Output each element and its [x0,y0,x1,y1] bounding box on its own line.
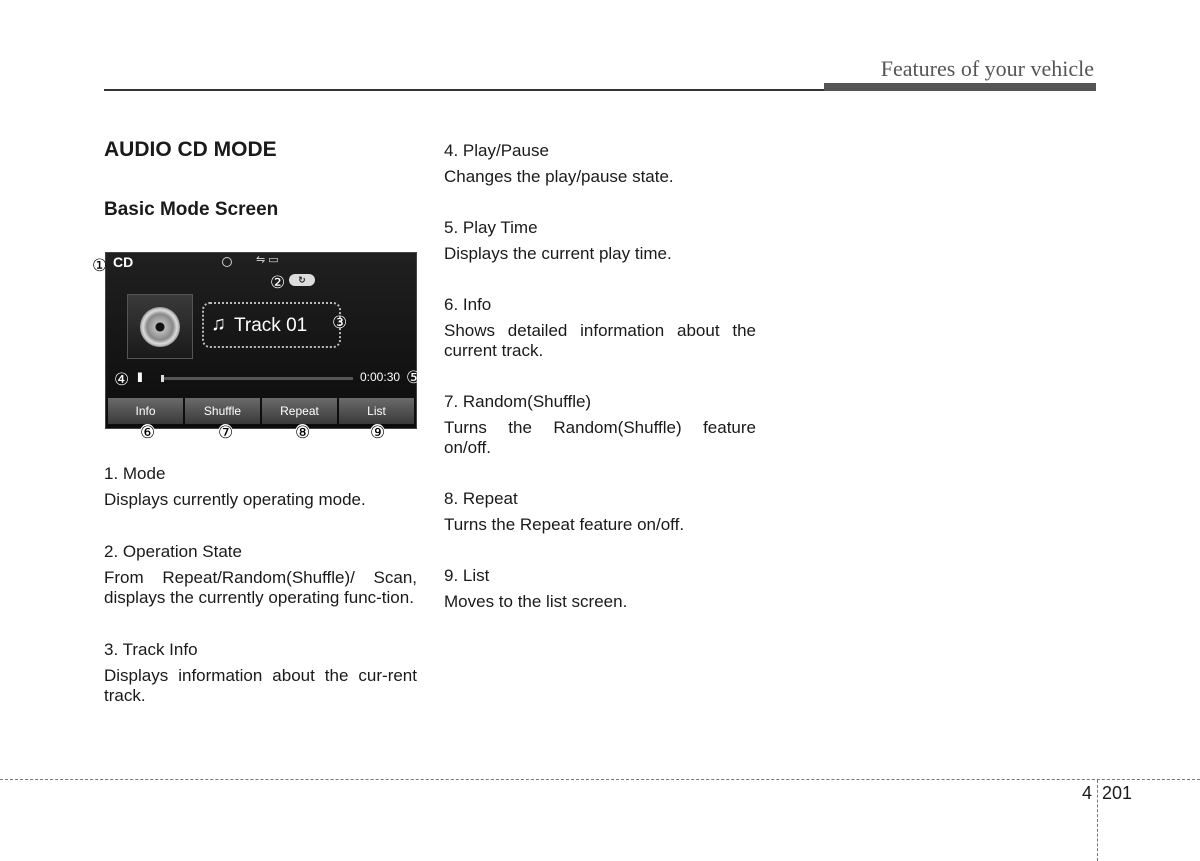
item-track-info [104,640,417,706]
item-mode [104,464,417,510]
item-title: 7. Random(Shuffle) [444,392,592,411]
footer-divider [0,779,1200,780]
item-desc: From Repeat/Random(Shuffle)/ Scan, displays the currently operating func-tion. [104,568,417,607]
header-accent-bar [824,83,1096,91]
callout-7: ⑦ [218,423,234,442]
progress-bar [161,377,353,380]
screen-button-bar [108,398,414,424]
music-note-icon: ♫ [211,313,226,335]
item-desc: Shows detailed information about the current track. [444,321,756,360]
right-description-column [444,141,756,612]
item-desc: Turns the Repeat feature on/off. [444,515,685,534]
item-title: 6. Info [444,295,492,314]
callout-9: ⑨ [370,423,386,442]
page-number: 201 [1102,783,1133,803]
item-title: 4. Play/Pause [444,141,549,160]
item-list [444,566,756,612]
item-desc: Turns the Random(Shuffle) feature on/off. [444,418,756,457]
item-play-time [444,218,756,264]
item-title: 9. List [444,566,490,585]
repeat-button: Repeat [262,398,337,424]
cd-mode-screen-illustration [105,252,417,429]
left-description-column [104,464,417,706]
cd-disc-icon [140,307,180,347]
page-heading: AUDIO CD MODE [104,138,277,161]
play-time: 0:00:30 [360,370,401,384]
callout-2: ② [270,273,286,292]
callout-4: ④ [114,370,130,389]
item-play-pause [444,141,756,187]
callout-3: ③ [332,313,348,332]
item-random-shuffle [444,392,756,458]
chapter-number: 4 [1082,783,1093,803]
track-info-box [202,302,341,348]
item-title: 3. Track Info [104,640,198,659]
callout-6: ⑥ [140,423,156,442]
callout-1: ① [92,256,108,275]
item-title: 5. Play Time [444,218,538,237]
item-operation-state [104,542,417,608]
callout-5: ⑤ [406,368,422,387]
track-name: Track 01 [234,315,308,336]
mode-label: CD [113,254,134,270]
sub-heading: Basic Mode Screen [104,199,279,220]
shuffle-button: Shuffle [185,398,260,424]
item-title: 1. Mode [104,464,166,483]
item-desc: Changes the play/pause state. [444,167,674,186]
operation-state-badge: ↻ [289,274,315,286]
album-cover [127,294,193,359]
pause-icon: II [137,369,141,385]
header-rule [104,89,824,91]
usb-icon: ⇋ ▭ [256,254,279,266]
disc-icon [222,257,232,267]
item-title: 8. Repeat [444,489,518,508]
item-repeat [444,489,756,535]
item-desc: Moves to the list screen. [444,592,628,611]
callout-8: ⑧ [295,423,311,442]
info-button: Info [108,398,183,424]
list-button: List [339,398,414,424]
item-desc: Displays currently operating mode. [104,490,366,509]
item-desc: Displays the current play time. [444,244,672,263]
footer-vertical-divider [1097,780,1098,861]
item-info [444,295,756,361]
section-title: Features of your vehicle [880,56,1094,81]
item-title: 2. Operation State [104,542,242,561]
item-desc: Displays information about the cur-rent track. [104,666,417,705]
progress-knob [161,375,164,382]
